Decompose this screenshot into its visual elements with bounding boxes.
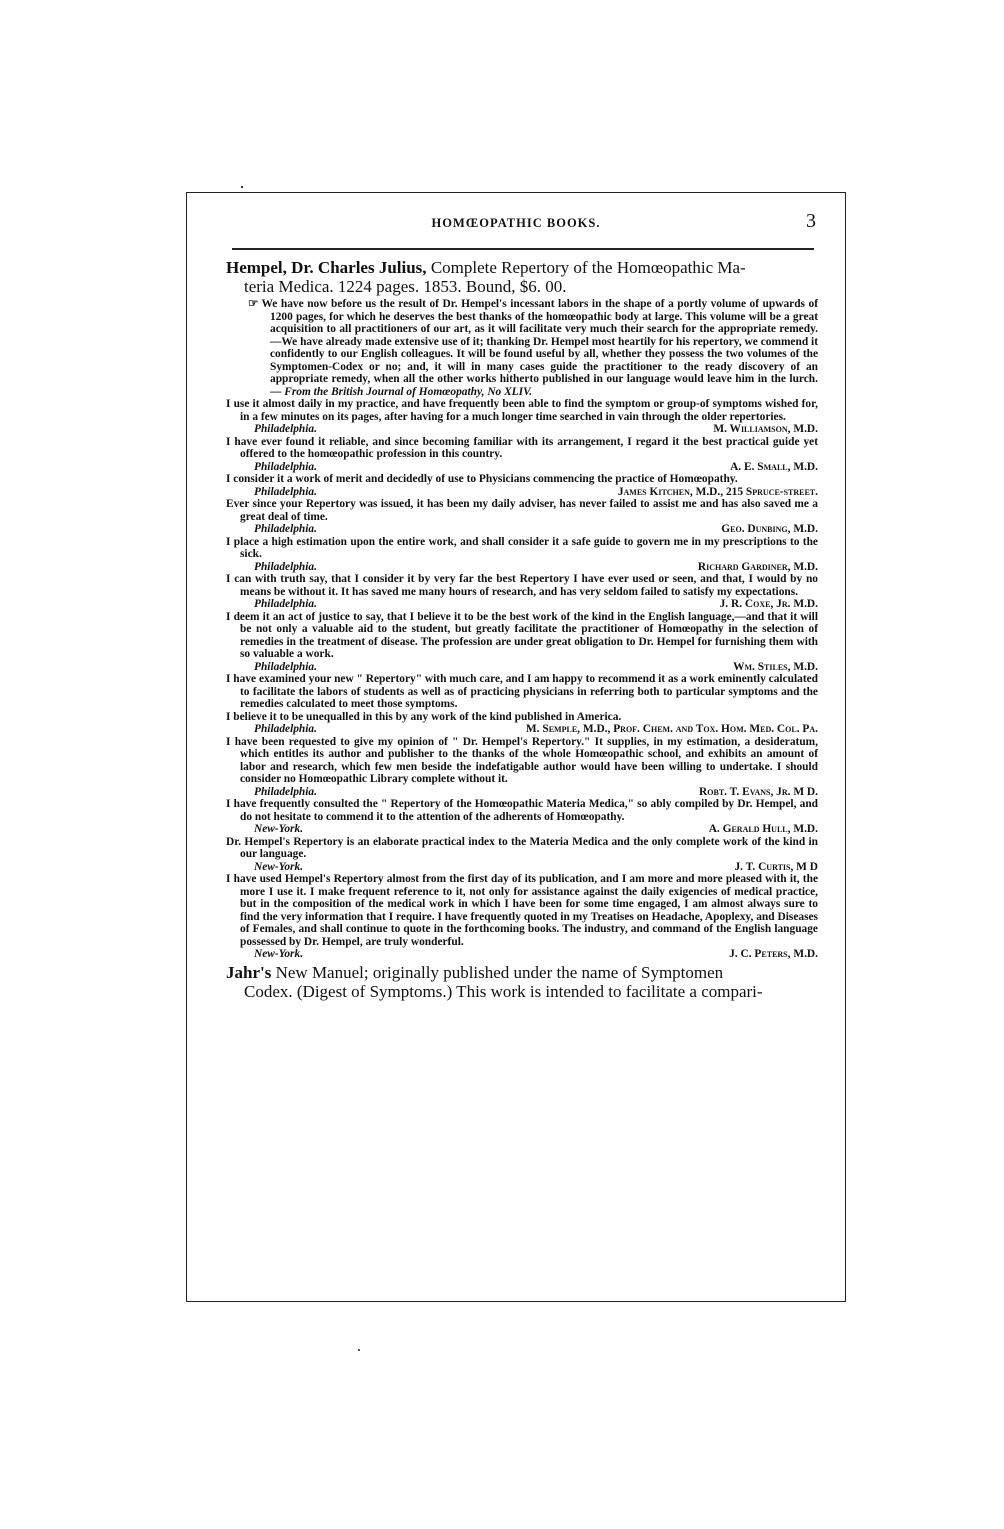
testimonial-text: I have been requested to give my opinion of " Dr. Hempel's Repertory." It supplies, in my estimation, a desideratum, which entitles its author and publisher to the thanks of the whole Homœopathic school, and exhibits an amount of labor and research, which few men beside the indefatigable author would have been willing to undertake. I should consider no Homœopathic Library complete without it. — [226, 735, 818, 785]
testimonial-signature-row — [226, 823, 818, 836]
testimonial-place: Philadelphia. — [254, 723, 317, 735]
testimonial-signature: Wm. Stiles, M.D. — [733, 660, 818, 673]
review-note — [226, 298, 818, 398]
testimonial-signature-row — [226, 948, 818, 961]
next-entry — [226, 963, 818, 1001]
testimonial-text: I have examined your new " Repertory" with much care, and I am happy to recommend it as a work eminently calculated to facilitate the labors of students as well as of practicing physicians in referring both to particular symptoms and the remedies calculated to meet those symptoms. — [226, 673, 818, 710]
book-title-b: teria Medica. 1224 pages. 1853. Bound, $6. 00. — [244, 277, 567, 296]
testimonial-signature-row — [226, 661, 818, 674]
testimonial-text: I place a high estimation upon the entire work, and shall consider it a safe guide to govern me in my prescriptions to the sick. — [226, 535, 818, 560]
testimonial-signature: J. T. Curtis, M D — [734, 860, 818, 873]
testimonial-signature: J. R. Coxe, Jr. M.D. — [719, 598, 818, 610]
testimonial-signature-row — [226, 561, 818, 574]
next-entry-text-b: Codex. (Digest of Symptoms.) This work is intended to facilitate a compari- — [244, 981, 763, 1001]
speck — [358, 1349, 360, 1351]
page-number: 3 — [806, 210, 816, 232]
testimonial-signature-row — [226, 861, 818, 874]
author-surname: Hempel, — [226, 258, 287, 277]
testimonial-place: New-York. — [254, 948, 304, 960]
testimonial-signature-row — [226, 461, 818, 474]
testimonial-text: I believe it to be unequalled in this by any work of the kind published in America. — [226, 710, 622, 723]
testimonial-signature-row — [226, 598, 818, 611]
review-source: From the British Journal of Homœopathy, No XLIV. — [284, 385, 533, 398]
testimonial-text: Ever since your Repertory was issued, it has been my daily adviser, has never failed to assist me and has also saved me a great deal of time. — [226, 498, 818, 523]
testimonial-text: Dr. Hempel's Repertory is an elaborate practical index to the Materia Medica and the only complete work of the kind in our language. — [226, 835, 818, 860]
testimonial-place: New-York. — [254, 860, 304, 873]
testimonial-place: Philadelphia. — [254, 523, 317, 535]
testimonial-text: I have frequently consulted the " Repertory of the Homœopathic Materia Medica," so ably compiled by Dr. Hempel, and do not hesitate to commend it to the attention of the adherents of Homœopathy. — [226, 798, 818, 823]
testimonial-signature: A. Gerald Hull, M.D. — [708, 823, 818, 835]
testimonials-list — [226, 398, 818, 961]
testimonial-signature: Richard Gardiner, M.D. — [697, 560, 818, 573]
testimonial-signature: M. Semple, M.D., Prof. Chem. and Tox. Hom. Med. Col. Pa. — [525, 723, 818, 735]
next-entry-author: Jahr's — [226, 962, 272, 982]
testimonial-place: Philadelphia. — [254, 460, 317, 473]
testimonial-signature: James Kitchen, M.D., 215 Spruce-street. — [617, 485, 818, 498]
testimonial-signature: J. C. Peters, M.D. — [729, 948, 818, 960]
review-text: ☞ We have now before us the result of Dr. Hempel's incessant labors in the shape of a portly volume of upwards of 1200 pages, for which he deserves the best thanks of the homœopathic body at large. This volume will be a great acquisition to all practitioners of our art, as it will facilitate very much their search for the appropriate remedy.—We have already made extensive use of it; thanking Dr. Hempel most heartily for his repertory, we commend it confidently to our English colleagues. It will be found useful by all, whether they possess the two volumes of the Symptomen-Codex or no; and, it will in many cases guide the practitioner to the ready discovery of an appropriate remedy, when all the other works hitherto published in our language would leave him in the lurch.— — [248, 298, 818, 398]
testimonial-place: Philadelphia. — [254, 785, 317, 798]
testimonial-text: I can with truth say, that I consider it by very far the best Repertory I have ever used or seen, and that, I would by no means be without it. It has saved me many hours of research, and has very seldom failed to satisfy my expectations. — [226, 573, 818, 598]
testimonial-signature: Geo. Dunbing, M.D. — [721, 523, 818, 535]
speck — [241, 186, 243, 188]
testimonial-place: Philadelphia. — [254, 660, 317, 673]
testimonial-place: Philadelphia. — [254, 485, 317, 498]
running-title: HOMŒOPATHIC BOOKS. — [431, 216, 601, 230]
testimonial-signature-row — [226, 786, 818, 799]
testimonial-place: Philadelphia. — [254, 598, 317, 610]
testimonial-text: I use it almost daily in my practice, and have frequently been able to find the symptom or group-of symptoms wished for, in a few minutes on its pages, after having for a much longer time searched in vain through the older repertories. — [226, 398, 818, 423]
testimonial-signature-row — [226, 723, 818, 736]
testimonial-text: I have used Hempel's Repertory almost from the first day of its publication, and I am more and more pleased with it, the more I use it. I make frequent reference to it, not only for assistance against the daily exigencies of medical practice, but in the composition of the medical work in which I have been for some time engaged, I am almost always sure to find the very information that I require. I have frequently quoted in my Treatises on Headache, Apoplexy, and Diseases of Females, and shall continue to quote in the forthcoming books. The industry, and command of the English language possessed by Dr. Hempel, are truly wonderful. — [226, 873, 818, 948]
header-rule — [232, 248, 814, 250]
page-header — [186, 210, 846, 240]
testimonial-text: I consider it a work of merit and decidedly of use to Physicians commencing the practice of Homœopathy. — [226, 473, 738, 485]
testimonial-place: Philadelphia. — [254, 423, 317, 435]
page-content — [226, 258, 818, 1001]
testimonial-signature-row — [226, 486, 818, 499]
testimonial-place: New-York. — [254, 823, 304, 835]
book-title-a: Complete Repertory of the Homœopathic Ma- — [430, 258, 746, 277]
testimonial-text: I have ever found it reliable, and since becoming familiar with its arrangement, I regard it the best practical guide yet offered to the homœopathic profession in this country. — [226, 435, 818, 460]
testimonial-signature: Robt. T. Evans, Jr. M D. — [699, 785, 818, 798]
testimonial-signature: M. Williamson, M.D. — [713, 423, 818, 435]
testimonial-signature-row — [226, 423, 818, 436]
next-entry-text-a: New Manuel; originally published under the name of Symptomen — [275, 962, 724, 982]
testimonial-place: Philadelphia. — [254, 560, 317, 573]
entry-title — [226, 258, 818, 296]
testimonial-text: I deem it an act of justice to say, that I believe it to be the best work of the kind in the English language,—and that it will be not only a valuable aid to the student, but greatly facilitate the practitioner of Homœopathy in the selection of remedies in the treatment of disease. The profession are under great obligation to Dr. Hempel for furnishing them with so valuable a work. — [226, 610, 818, 660]
author-given: Dr. Charles Julius, — [291, 258, 427, 277]
testimonial-signature: A. E. Small, M.D. — [730, 460, 818, 473]
testimonial-signature-row — [226, 523, 818, 536]
